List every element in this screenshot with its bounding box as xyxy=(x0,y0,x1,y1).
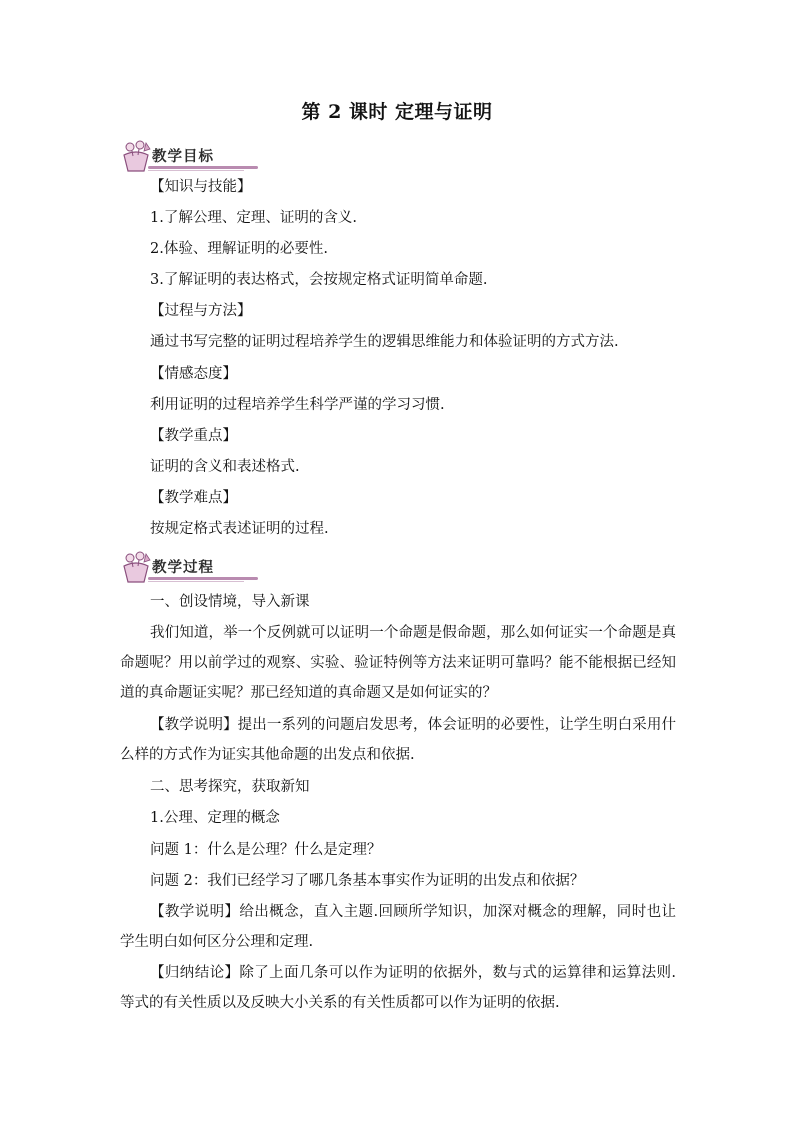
part2-heading: 二、思考探究，获取新知 xyxy=(150,779,310,795)
attitude-heading: 【情感态度】 xyxy=(150,366,237,382)
knowledge-item-2: 2.体验、理解证明的必要性. xyxy=(150,241,328,257)
conclusion-paragraph: 【归纳结论】除了上面几条可以作为证明的依据外，数与式的运算律和运算法则.等式的有关性质以及反映大小关系的有关性质都可以作为证明的依据. xyxy=(120,965,676,1011)
section-underline-thin xyxy=(148,170,244,171)
key-point-text: 证明的含义和表述格式. xyxy=(150,459,300,475)
page-title: 第 2 课时 定理与证明 xyxy=(301,101,493,123)
section-header-objectives xyxy=(118,139,258,175)
part2-teaching-note: 【教学说明】给出概念，直入主题.回顾所学知识，加深对概念的理解，同时也让学生明白如何区分公理和定理. xyxy=(120,904,676,950)
difficulty-heading: 【教学难点】 xyxy=(150,490,237,506)
attitude-text: 利用证明的过程培养学生科学严谨的学习习惯. xyxy=(150,397,445,413)
knowledge-item-3: 3.了解证明的表达格式，会按规定格式证明简单命题. xyxy=(150,272,488,288)
question-1: 问题 1：什么是公理？什么是定理？ xyxy=(150,842,382,858)
section-label-objectives: 教学目标 xyxy=(152,149,214,165)
question-2: 问题 2：我们已经学习了哪几条基本事实作为证明的出发点和依据？ xyxy=(150,873,585,889)
difficulty-text: 按规定格式表述证明的过程. xyxy=(150,521,329,537)
key-point-heading: 【教学重点】 xyxy=(150,428,237,444)
section-underline-thin xyxy=(148,581,244,582)
subsection-1-heading: 1.公理、定理的概念 xyxy=(150,810,280,826)
section-header-process xyxy=(118,550,258,586)
knowledge-item-1: 1.了解公理、定理、证明的含义. xyxy=(150,210,357,226)
section-underline xyxy=(148,577,258,580)
process-method-heading: 【过程与方法】 xyxy=(150,303,252,319)
process-method-text: 通过书写完整的证明过程培养学生的逻辑思维能力和体验证明的方式方法. xyxy=(150,334,619,350)
knowledge-heading: 【知识与技能】 xyxy=(150,179,252,195)
part1-teaching-note: 【教学说明】提出一系列的问题启发思考，体会证明的必要性，让学生明白采用什么样的方式作为证实其他命题的出发点和依据. xyxy=(120,717,676,763)
section-underline xyxy=(148,166,258,169)
part1-paragraph: 我们知道，举一个反例就可以证明一个命题是假命题，那么如何证实一个命题是真命题呢？用以前学过的观察、实验、验证特例等方法来证明可靠吗？能不能根据已经知道的真命题证实呢？那已经知道的真命题又是如何证实的？ xyxy=(120,625,676,701)
section-label-process: 教学过程 xyxy=(152,560,214,576)
part1-heading: 一、创设情境，导入新课 xyxy=(150,594,310,610)
